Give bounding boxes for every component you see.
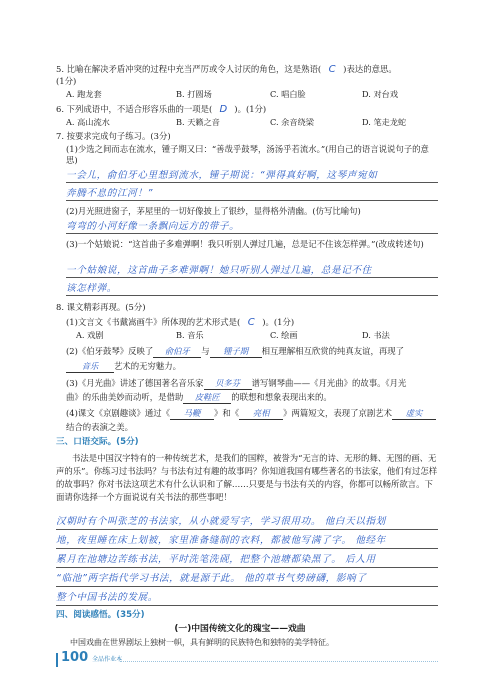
question-8: 8. 课文精彩再现。(5分) — [56, 302, 146, 312]
sec3-answer-line2: 地，夜里睡在床上划被，家里准备缝制的衣料，都被他写满了字。 他经年 — [56, 535, 438, 549]
passage-title: (一)中国传统文化的瑰宝——戏曲 — [174, 624, 306, 634]
q8-sub2-blank2: 锺子期 — [210, 346, 262, 358]
q6-stem-end: )。(1分) — [234, 104, 267, 114]
q8-sub4-blank1: 马鞭 — [170, 408, 214, 420]
q7-sub1-text: (1)少选之间而志在流水，锺子期又曰：“善哉乎鼓琴，汤汤乎若流水。”(用自己的语言说说句子的意思) — [66, 144, 429, 166]
page-footer — [56, 649, 122, 667]
q6-answer: D — [219, 104, 228, 115]
q7-sub3-text: (3)一个姑娘说：“这首曲子多难弹啊！我只听别人弹过几遍，总是记不住该怎样弹。”(改成转述句) — [66, 239, 424, 249]
q8-sub1-option-c: C. 绘画 — [270, 330, 298, 340]
page-number: 100 — [61, 650, 89, 665]
q8-sub4-text-a: (4)课文《京剧趣谈》通过《 — [66, 408, 170, 418]
q5-score: (1分) — [56, 76, 77, 86]
q8-sub2-line1 — [66, 346, 436, 358]
q5-option-b: B. 打圆场 — [176, 89, 212, 99]
q8-sub1-option-d: D. 书法 — [362, 330, 390, 340]
q5-stem: 5. 比喻在解决矛盾冲突的过程中充当严厉或令人讨厌的角色，这是熟语( — [56, 64, 322, 74]
q8-sub1-option-a: A. 戏剧 — [76, 330, 104, 340]
question-5 — [56, 63, 438, 77]
q8-sub2-text-e: 艺术的无穷魅力。 — [114, 361, 181, 371]
q8-sub4-blank2: 亮相 — [239, 408, 283, 420]
footer-bar — [56, 653, 58, 667]
q6-option-a: A. 高山流水 — [66, 117, 110, 127]
q8-sub1-pre: (1)文言文《书戴嵩画牛》所体现的艺术形式是( — [66, 317, 241, 327]
q7-sub3-answer-line2: 该怎样弹。 — [66, 283, 117, 294]
q8-sub1-option-b: B. 音乐 — [176, 330, 204, 340]
q8-sub1-answer: C — [247, 317, 255, 328]
section-3-heading: 三、口语交际。(5分) — [56, 437, 139, 447]
q6-stem: 6. 下列成语中，不适合形容乐曲的一项是( — [56, 104, 213, 114]
q8-sub2-blank3: 音乐 — [66, 361, 114, 373]
answer-line — [66, 295, 438, 296]
q8-sub2-text-a: (2)《伯牙鼓琴》反映了 — [66, 346, 154, 356]
q6-option-b: B. 天籁之音 — [176, 117, 220, 127]
q8-sub4-line2: 结合的表演之美。 — [66, 422, 133, 432]
answer-line — [66, 277, 438, 278]
q5-option-d: D. 对台戏 — [362, 89, 399, 99]
q8-sub3-text-c: 谱写钢琴曲——《月光曲》的故事。《月光 — [251, 378, 407, 388]
sec3-answer-line4: “临池”两字指代学习书法，就是源于此。 他的草书气势磅礴，影响了 — [56, 573, 438, 587]
q5-stem-end: )表达的意思。 — [343, 64, 397, 74]
q8-sub1 — [66, 316, 436, 330]
q7-sub3-answer-line1: 一个姑娘说，这首曲子多难弹啊！她只听别人弹过几遍，总是记不住 — [66, 265, 372, 276]
q8-sub3-blank2: 皮鞋匠 — [183, 392, 231, 404]
passage-first-line: 中国戏曲在世界剧坛上独树一帜，具有鲜明的民族特色和独特的美学特征。 — [70, 638, 334, 647]
q8-sub3-blank1: 贝多芬 — [204, 378, 252, 390]
q7-sub1-answer-line2: 奔腾不息的江河！” — [66, 188, 154, 199]
q5-option-a: A. 跑龙套 — [66, 89, 102, 99]
q8-sub2-line2 — [66, 361, 436, 373]
q8-sub3-line1 — [66, 378, 436, 390]
q7-sub1-answer-line1: 一会儿，俞伯牙心里想到流水，锺子期说：“弹得真好啊，这琴声宛如 — [66, 170, 378, 181]
q8-sub1-post: )。(1分) — [262, 317, 295, 327]
q8-sub2-blank1: 俞伯牙 — [153, 346, 201, 358]
question-6 — [56, 103, 438, 117]
q8-sub3-text-f: 的联想和想象表现出来的。 — [231, 392, 332, 402]
q8-sub4-line1 — [66, 408, 436, 420]
q8-sub4-blank3: 虚实 — [392, 408, 436, 420]
q6-option-c: C. 余音绕梁 — [270, 117, 314, 127]
q7-sub2-text: (2)月光照进窗子，茅屋里的一切好像披上了银纱，显得格外清幽。(仿写比喻句) — [66, 206, 361, 216]
q6-option-d: D. 笔走龙蛇 — [362, 117, 407, 127]
q7-sub2-answer: 弯弯的小河好像一条飘向远方的带子。 — [66, 221, 240, 232]
footer-rule — [120, 661, 438, 662]
section-3-prompt: 书法是中国汉字特有的一种传统艺术，是我们的国粹，被誉为“无言的诗、无形的舞、无图的画、无声的乐”。你练习过书法吗？与书法有过有趣的故事吗？你知道我国有哪些著名的书法家，他们有过怎样的故事吗？你对书法这项艺术有什么认识和了解……只要是与书法有关的内容，你都可以畅所欲言。下面请你选择一个方面说说有关书法的那些事吧！ — [56, 453, 438, 503]
q8-sub4-text-c: 》和《 — [214, 408, 240, 418]
sec3-answer-line1: 汉朝时有个叫张芝的书法家，从小就爱写字，学习很用功。 他白天以指划 — [56, 516, 438, 530]
sec3-answer-line3: 累月在池塘边苦练书法，平时洗笔洗砚，把整个池塘都染黑了。 后人用 — [56, 554, 438, 568]
q8-sub4-text-e: 》两篇短文，表现了京剧艺术 — [283, 408, 392, 418]
q8-sub2-text-d: 相互理解相互欣赏的纯真友谊，再现了 — [261, 346, 404, 356]
answer-line — [66, 233, 438, 234]
answer-line — [66, 200, 438, 201]
q8-sub3-line2 — [66, 392, 436, 404]
q8-sub3-text-a: (3)《月光曲》讲述了德国著名音乐家 — [66, 378, 204, 388]
q5-option-c: C. 唱白脸 — [270, 89, 306, 99]
sec3-answer-line5: 整个中国书法的发展。 — [56, 592, 438, 606]
q5-answer: C — [328, 64, 336, 75]
answer-line — [66, 182, 438, 183]
q8-sub2-text-c: 与 — [201, 346, 210, 356]
question-7: 7. 按要求完成句子练习。(3分) — [56, 131, 171, 141]
q8-sub3-text-d: 曲》的乐曲美妙而动听，是借助 — [66, 392, 184, 402]
section-4-heading: 四、阅读感悟。(35分) — [56, 610, 145, 620]
book-label: 全品作业本 — [92, 656, 123, 664]
